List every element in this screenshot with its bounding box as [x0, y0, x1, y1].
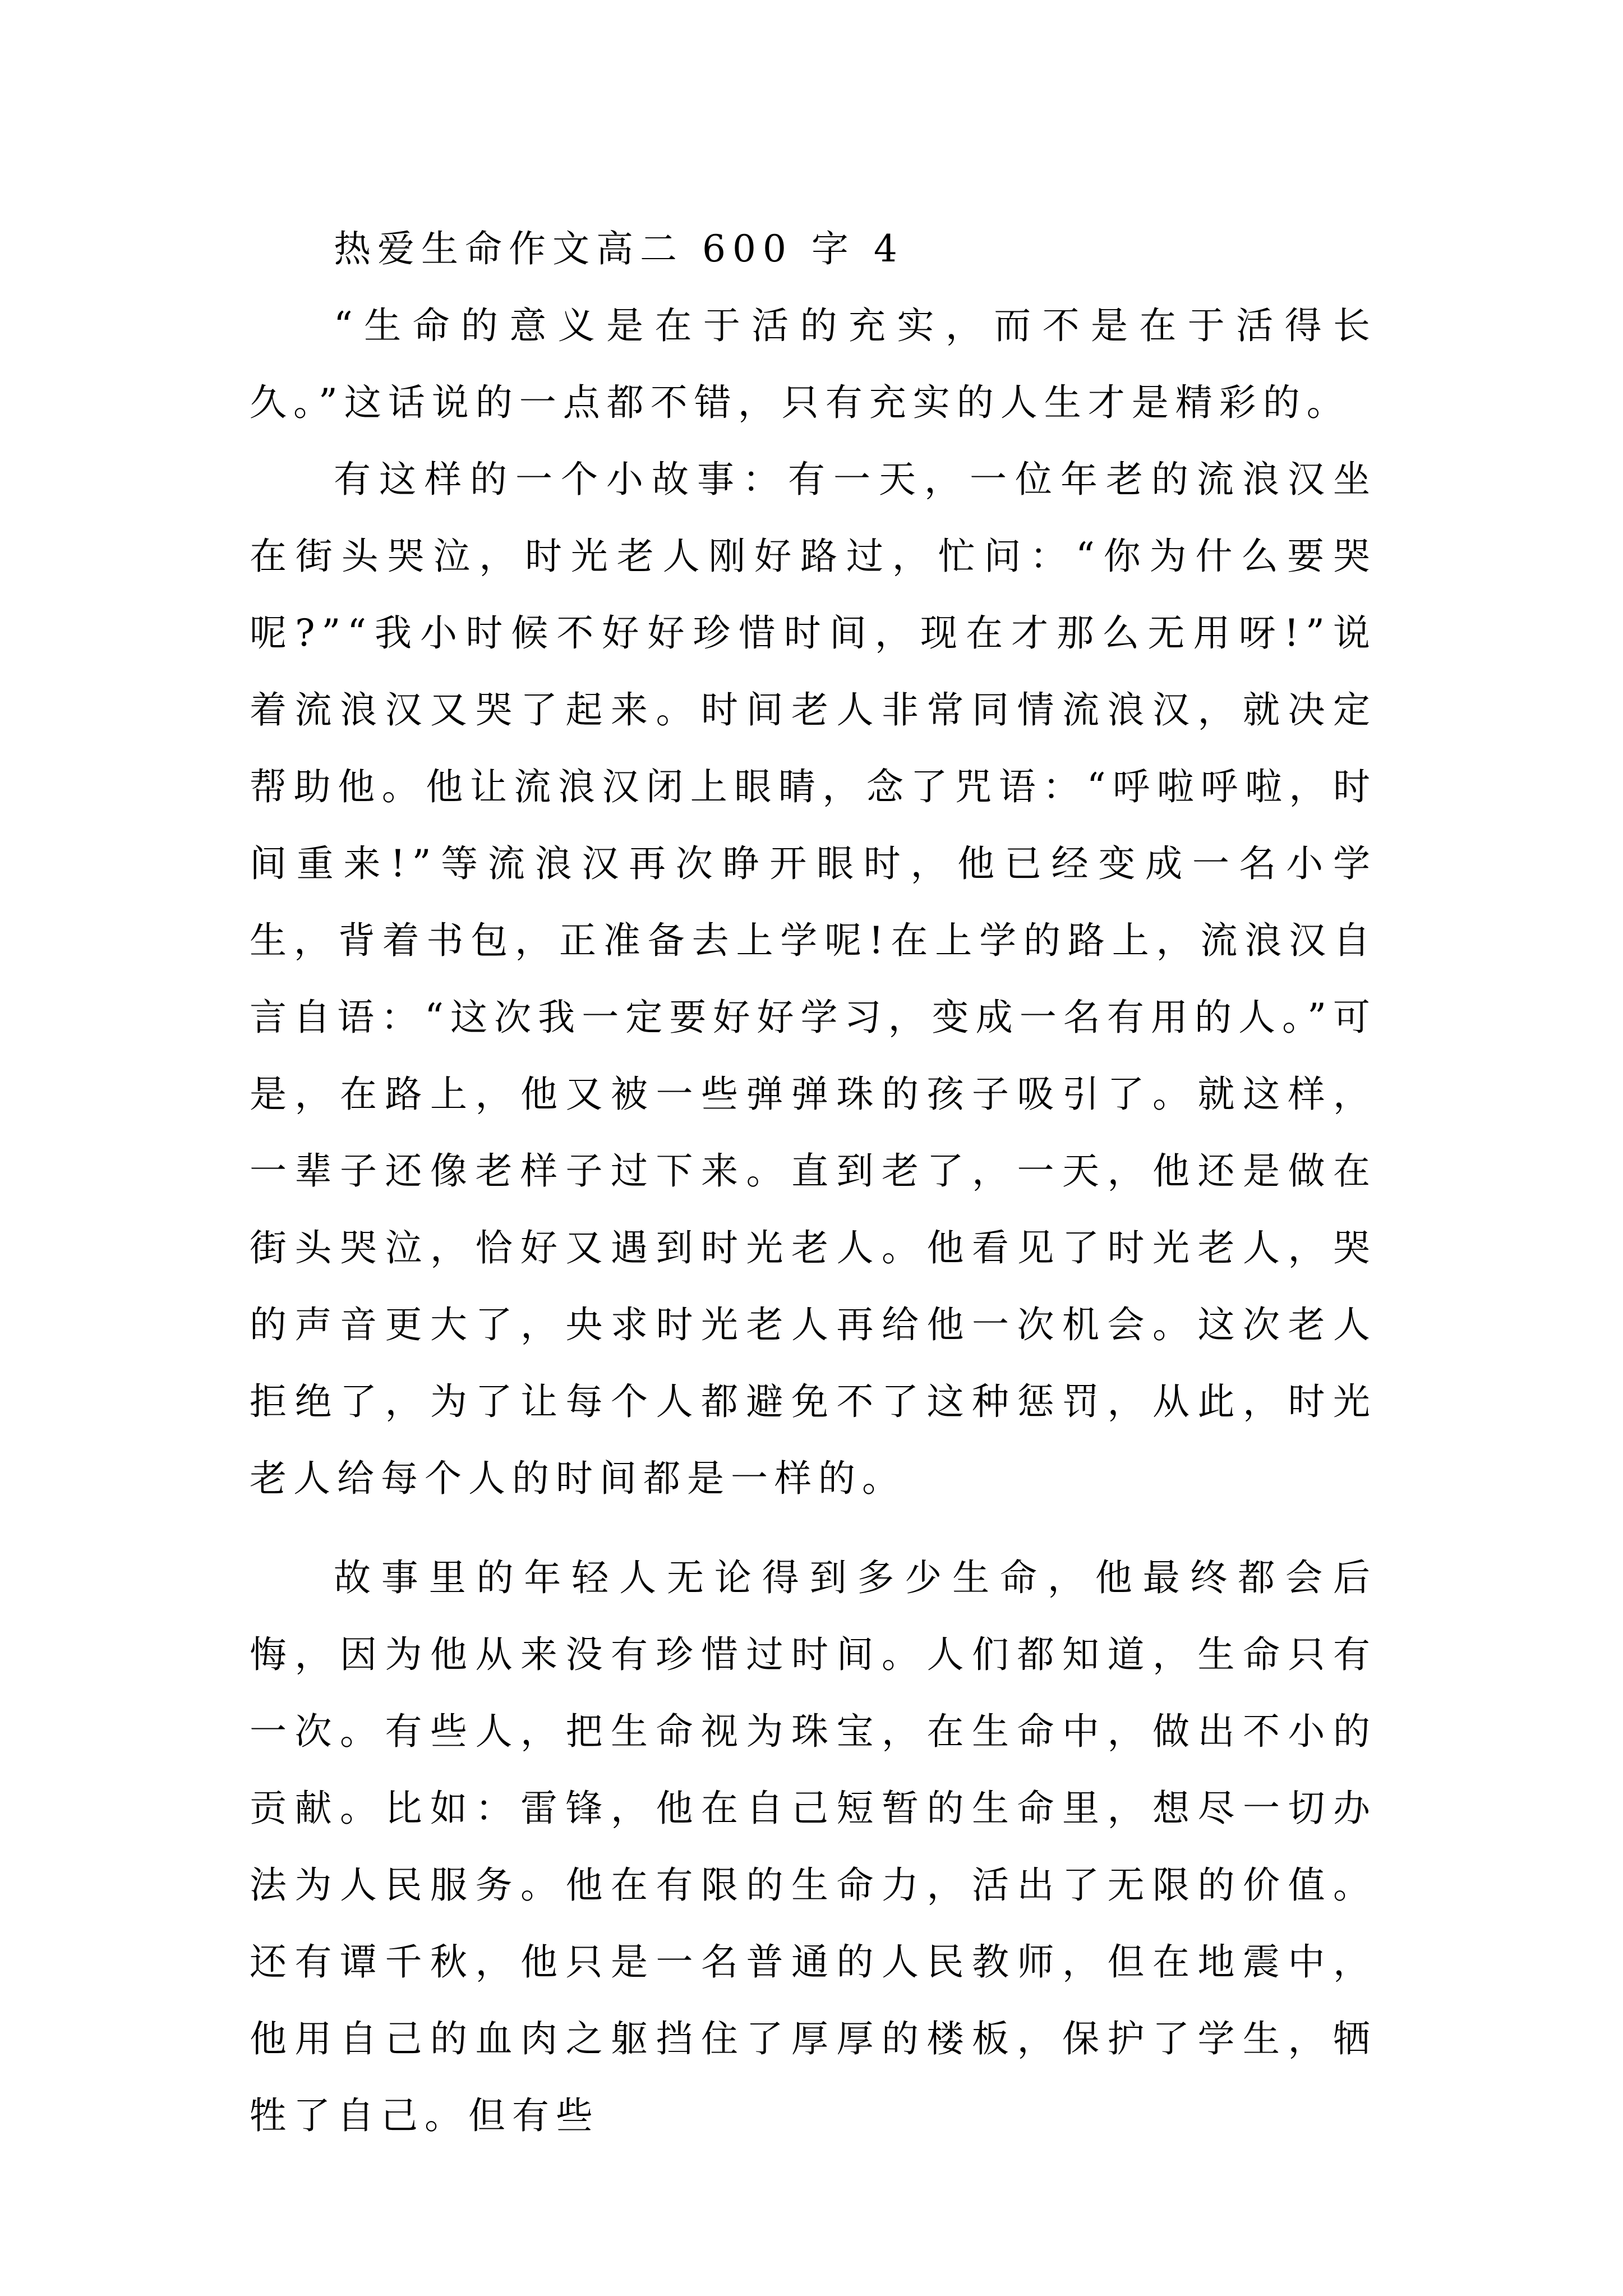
- paragraph-2: 有这样的一个小故事：有一天，一位年老的流浪汉坐在街头哭泣，时光老人刚好路过，忙问：“你为什么要哭呢?”“我小时候不好好珍惜时间，现在才那么无用呀!”说着流浪汉又哭了起来。时间老人非常同情流浪汉，就决定帮助他。他让流浪汉闭上眼睛，念了咒语：“呼啦呼啦，时间重来!”等流浪汉再次睁开眼时，他已经变成一名小学生，背着书包，正准备去上学呢!在上学的路上，流浪汉自言自语：“这次我一定要好好学习，变成一名有用的人。”可是，在路上，他又被一些弹弹珠的孩子吸引了。就这样，一辈子还像老样子过下来。直到老了，一天，他还是做在街头哭泣，恰好又遇到时光老人。他看见了时光老人，哭的声音更大了，央求时光老人再给他一次机会。这次老人拒绝了，为了让每个人都避免不了这种惩罚，从此，时光老人给每个人的时间都是一样的。: [250, 458, 1377, 1500]
- paragraph-3: 故事里的年轻人无论得到多少生命，他最终都会后悔，因为他从来没有珍惜过时间。人们都知道，生命只有一次。有些人，把生命视为珠宝，在生命中，做出不小的贡献。比如：雷锋，他在自己短暂的生命里，想尽一切办法为人民服务。他在有限的生命力，活出了无限的价值。还有谭千秋，他只是一名普通的人民教师，但在地震中，他用自己的血肉之躯挡住了厚厚的楼板，保护了学生，牺牲了自己。但有些: [250, 1556, 1377, 2137]
- paragraph-1: “生命的意义是在于活的充实，而不是在于活得长久。”这话说的一点都不错，只有充实的人生才是精彩的。: [250, 304, 1377, 424]
- document-body: [250, 210, 1377, 2154]
- document-title: 热爱生命作文高二 600 字 4: [334, 227, 904, 270]
